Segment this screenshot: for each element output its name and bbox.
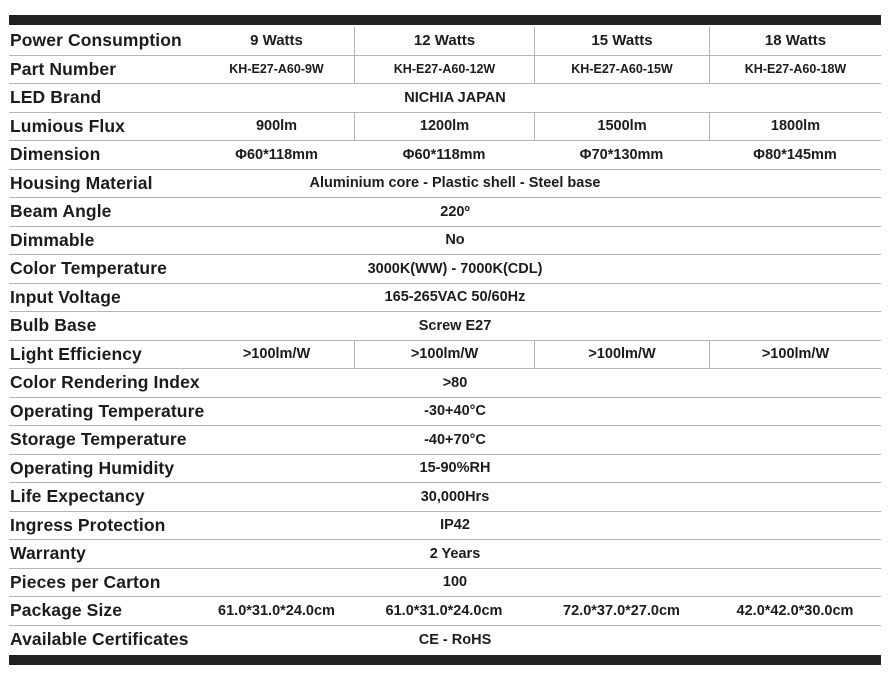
row-label: LED Brand (10, 87, 102, 108)
cell: Φ60*118mm (235, 146, 318, 163)
cell: >100lm/W (354, 341, 534, 369)
row-label: Dimmable (10, 229, 95, 250)
cell: 61.0*31.0*24.0cm (385, 602, 503, 619)
row-label: Part Number (10, 58, 117, 79)
table-row (9, 170, 881, 199)
row-label: Operating Humidity (10, 457, 175, 478)
row-label: Storage Temperature (10, 429, 187, 450)
top-rule (9, 15, 881, 25)
cell: 2 Years (429, 545, 481, 562)
row-label: Beam Angle (10, 201, 112, 222)
cell: IP42 (440, 517, 470, 534)
table-row (9, 455, 881, 484)
cell: 1200lm (354, 113, 534, 141)
cell: 1500lm (534, 113, 709, 141)
row-label: Bulb Base (10, 315, 97, 336)
cell: -30+40°C (424, 403, 486, 420)
cell: >100lm/W (709, 341, 881, 369)
row-label: Dimension (10, 144, 101, 165)
row-label: Power Consumption (10, 30, 182, 51)
row-label: Operating Temperature (10, 400, 205, 421)
table-row (9, 312, 881, 341)
cell: >100lm/W (242, 346, 311, 363)
table-row (9, 540, 881, 569)
cell: 900lm (255, 118, 298, 135)
cell: 9 Watts (250, 32, 303, 50)
table-row (9, 113, 881, 142)
cell: 18 Watts (709, 27, 881, 55)
table-row (9, 626, 881, 655)
table-row (9, 569, 881, 598)
cell: >100lm/W (534, 341, 709, 369)
row-label: Lumious Flux (10, 115, 125, 136)
cell: 3000K(WW) - 7000K(CDL) (367, 260, 543, 277)
row-label: Input Voltage (10, 286, 121, 307)
cell: 15-90%RH (419, 460, 491, 477)
cell: Φ80*145mm (753, 146, 837, 163)
cell: KH-E27-A60-12W (354, 56, 534, 84)
row-label: Package Size (10, 600, 123, 621)
row-label: Available Certificates (10, 629, 189, 650)
table-row (9, 426, 881, 455)
cell: Aluminium core - Plastic shell - Steel base (309, 175, 601, 192)
row-label: Color Rendering Index (10, 372, 200, 393)
cell: -40+70°C (424, 431, 486, 448)
spec-table (9, 27, 881, 654)
cell: 61.0*31.0*24.0cm (218, 602, 335, 619)
table-row (9, 369, 881, 398)
row-label: Color Temperature (10, 258, 167, 279)
table-row (9, 27, 881, 56)
cell: No (445, 232, 465, 249)
cell: 30,000Hrs (420, 488, 490, 505)
table-row (9, 398, 881, 427)
cell: 15 Watts (534, 27, 709, 55)
table-row (9, 227, 881, 256)
row-label: Life Expectancy (10, 486, 145, 507)
cell: Φ70*130mm (579, 146, 664, 163)
table-row (9, 483, 881, 512)
row-label: Ingress Protection (10, 514, 166, 535)
cell: KH-E27-A60-18W (709, 56, 881, 84)
cell: 1800lm (709, 113, 881, 141)
table-row (9, 255, 881, 284)
bottom-rule (9, 655, 881, 665)
table-row (9, 141, 881, 170)
cell: NICHIA JAPAN (404, 89, 506, 106)
row-label: Housing Material (10, 172, 153, 193)
cell: KH-E27-A60-15W (534, 56, 709, 84)
table-row (9, 84, 881, 113)
cell: 12 Watts (354, 27, 534, 55)
row-label: Warranty (10, 543, 87, 564)
cell: 100 (442, 574, 468, 591)
cell: Screw E27 (418, 317, 492, 334)
table-row (9, 597, 881, 626)
row-label: Pieces per Carton (10, 571, 161, 592)
cell: 42.0*42.0*30.0cm (736, 602, 854, 619)
cell: >80 (442, 374, 468, 391)
cell: KH-E27-A60-9W (229, 62, 324, 77)
cell: 165-265VAC 50/60Hz (384, 289, 526, 306)
cell: Φ60*118mm (402, 146, 486, 163)
table-row (9, 512, 881, 541)
table-row (9, 198, 881, 227)
cell: 72.0*37.0*27.0cm (563, 602, 680, 619)
table-row (9, 56, 881, 85)
cell: 220º (440, 203, 470, 220)
table-row (9, 284, 881, 313)
table-row (9, 341, 881, 370)
cell: CE - RoHS (418, 631, 492, 648)
row-label: Light Efficiency (10, 343, 142, 364)
